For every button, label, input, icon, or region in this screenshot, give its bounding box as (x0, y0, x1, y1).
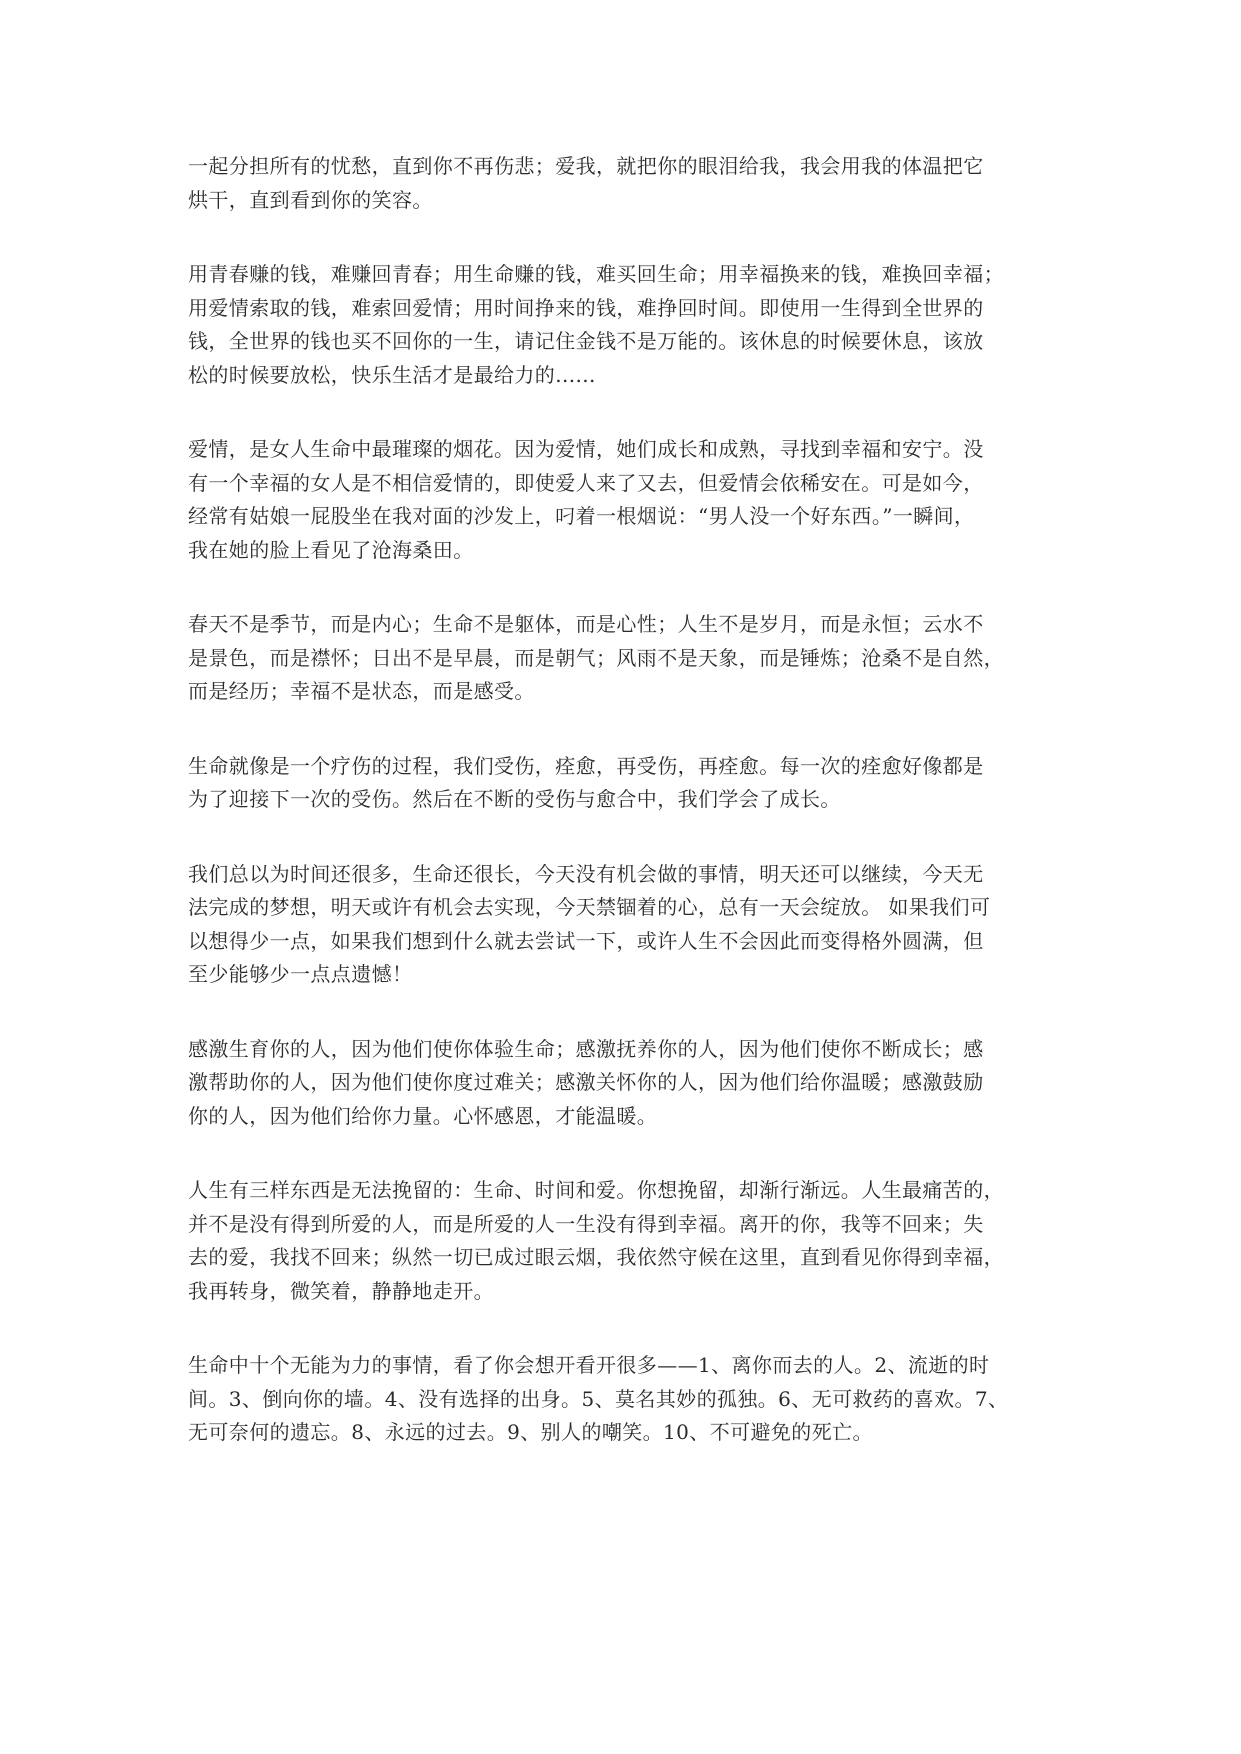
text-line: 一起分担所有的忧愁，直到你不再伤悲；爱我，就把你的眼泪给我，我会用我的体温把它 (188, 154, 984, 178)
text-line: 爱情，是女人生命中最璀璨的烟花。因为爱情，她们成长和成熟，寻找到幸福和安宁。没 (188, 437, 984, 461)
text-line: 有一个幸福的女人是不相信爱情的，即使爱人来了又去，但爱情会依稀安在。可是如今， (188, 470, 984, 495)
text-line: 你的人，因为他们给你力量。心怀感恩，才能温暖。 (188, 1103, 658, 1128)
text-line: 并不是没有得到所爱的人，而是所爱的人一生没有得到幸福。离开的你，我等不回来；失 (188, 1211, 984, 1236)
paragraph-5 (188, 750, 1068, 817)
text-line: 经常有姑娘一屁股坐在我对面的沙发上，叼着一根烟说：“男人没一个好东西。”一瞬间， (188, 504, 975, 528)
text-line: 至少能够少一点点遗憾！ (188, 962, 413, 986)
text-line: 用青春赚的钱，难赚回青春；用生命赚的钱，难买回生命；用幸福换来的钱，难换回幸福； (188, 262, 1004, 286)
text-line: 为了迎接下一次的受伤。然后在不断的受伤与愈合中，我们学会了成长。 (188, 787, 841, 811)
text-line: 烘干，直到看到你的笑容。 (188, 187, 433, 212)
text-line: 去的爱，我找不回来；纵然一切已成过眼云烟，我依然守候在这里，直到看见你得到幸福， (188, 1245, 1004, 1269)
text-line: 我再转身，微笑着，静静地走开。 (188, 1278, 494, 1303)
paragraph-6 (188, 858, 1068, 992)
text-line: 感激生育你的人，因为他们使你体验生命；感激抚养你的人，因为他们使你不断成长；感 (188, 1036, 984, 1061)
paragraph-1 (188, 150, 1068, 217)
text-line: 间。3、倒向你的墙。4、没有选择的出身。5、莫名其妙的孤独。6、无可救药的喜欢。7、 (188, 1386, 1009, 1411)
text-line: 我在她的脸上看见了沧海桑田。 (188, 537, 474, 562)
text-line: 激帮助你的人，因为他们使你度过难关；感激关怀你的人，因为他们给你温暖；感激鼓励 (188, 1070, 984, 1094)
text-line: 以想得少一点，如果我们想到什么就去尝试一下，或许人生不会因此而变得格外圆满，但 (188, 928, 984, 953)
text-line: 春天不是季节，而是内心；生命不是躯体，而是心性；人生不是岁月，而是永恒；云水不 (188, 612, 984, 636)
text-line: 而是经历；幸福不是状态，而是感受。 (188, 679, 535, 703)
text-line: 松的时候要放松，快乐生活才是最给力的...... (188, 362, 596, 387)
text-line: 人生有三样东西是无法挽留的：生命、时间和爱。你想挽留，却渐行渐远。人生最痛苦的， (188, 1178, 1004, 1202)
paragraph-2 (188, 258, 1068, 392)
text-line: 无可奈何的遗忘。8、永远的过去。9、别人的嘲笑。10、不可避免的死亡。 (188, 1420, 873, 1444)
text-line: 是景色，而是襟怀；日出不是早晨，而是朝气；风雨不是天象，而是锤炼；沧桑不是自然， (188, 645, 1004, 670)
document-body (188, 150, 1068, 1491)
paragraph-8 (188, 1174, 1068, 1308)
text-line: 我们总以为时间还很多，生命还很长，今天没有机会做的事情，明天还可以继续，今天无 (188, 861, 984, 886)
paragraph-4 (188, 608, 1068, 709)
text-line: 钱，全世界的钱也买不回你的一生，请记住金钱不是万能的。该休息的时候要休息，该放 (188, 329, 984, 353)
paragraph-7 (188, 1033, 1068, 1134)
text-line: 生命中十个无能为力的事情，看了你会想开看开很多——1、离你而去的人。2、流逝的时 (188, 1353, 990, 1377)
paragraph-9 (188, 1349, 1068, 1450)
text-line: 生命就像是一个疗伤的过程，我们受伤，痊愈，再受伤，再痊愈。每一次的痊愈好像都是 (188, 753, 984, 778)
paragraph-3 (188, 433, 1068, 567)
text-line: 用爱情索取的钱，难索回爱情；用时间挣来的钱，难挣回时间。即使用一生得到全世界的 (188, 295, 984, 320)
text-line: 法完成的梦想，明天或许有机会去实现，今天禁锢着的心，总有一天会绽放。 如果我们可 (188, 895, 991, 919)
